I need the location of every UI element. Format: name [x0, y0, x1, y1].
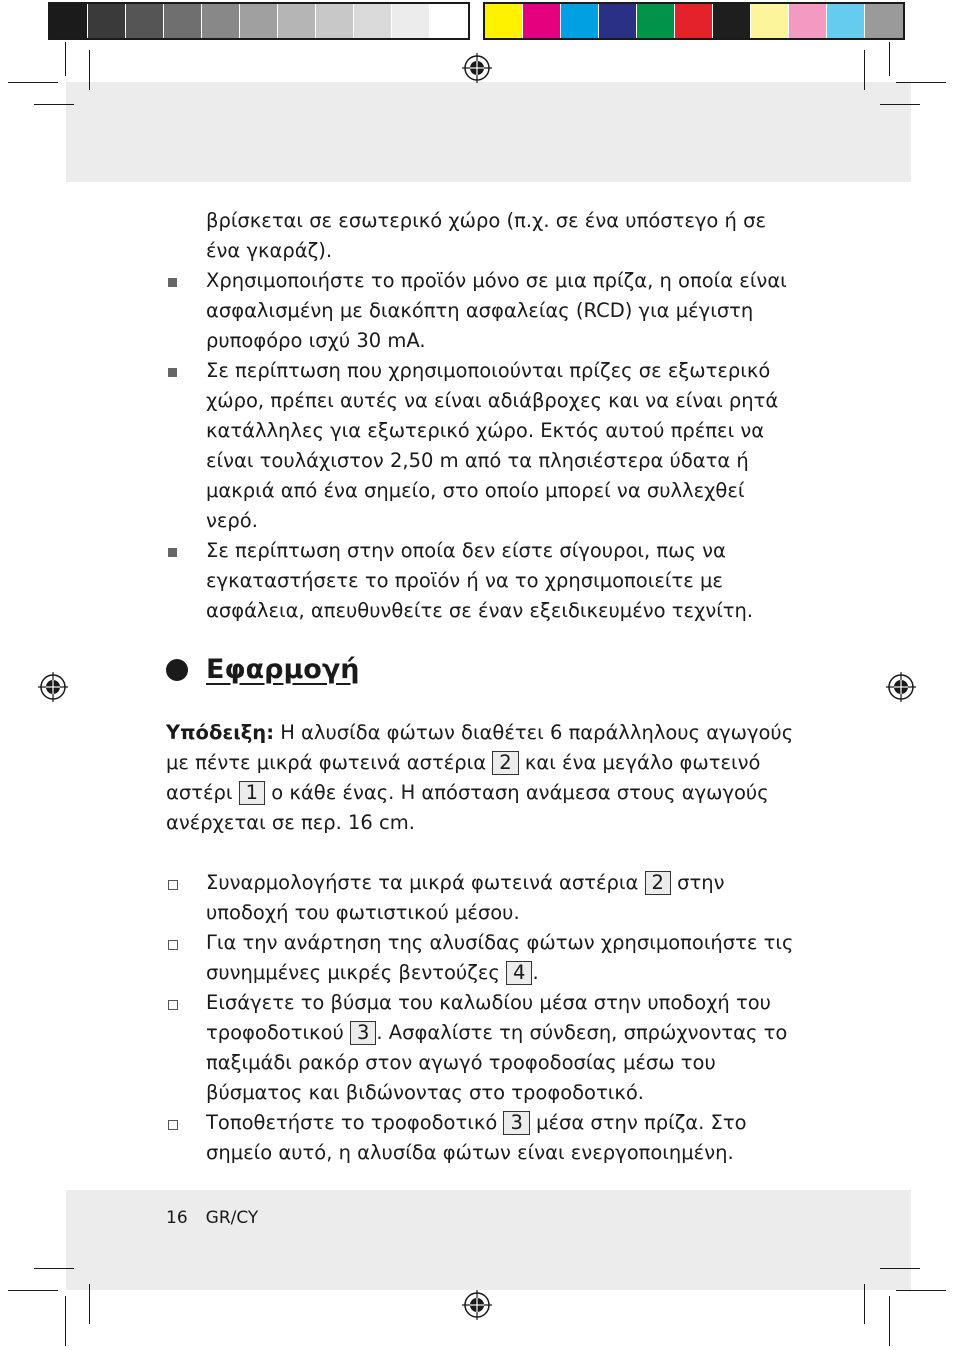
crop-mark — [896, 82, 946, 83]
list-item-text: Σε περίπτωση στην οποία δεν είστε σίγουροι, πως να εγκαταστήσετε το προϊόν ή να το χρησιμοποιείτε με ασφάλεια, απευθυνθείτε σε έναν εξειδικευμένο τεχνίτη. — [206, 539, 754, 622]
color-swatch — [599, 4, 637, 38]
step-checkbox-icon — [168, 1120, 178, 1130]
continuation-text: βρίσκεται σε εσωτερικό χώρο (π.χ. σε ένα υπόστεγο ή σε ένα γκαράζ). — [206, 209, 767, 262]
list-item — [166, 536, 796, 626]
crop-mark — [896, 1290, 946, 1291]
step-text: Για την ανάρτηση της αλυσίδας φώτων χρησιμοποιήστε τις συνημμένες μικρές βεντούζες — [206, 931, 794, 984]
bullet-square-icon — [168, 368, 177, 377]
process-color-bar — [483, 2, 905, 40]
crop-mark — [880, 1268, 920, 1269]
crop-mark — [65, 42, 66, 76]
note-text: ο κάθε ένας. Η απόσταση ανάμεσα στους αγωγούς ανέρχεται σε περ. 16 cm. — [166, 781, 769, 834]
registration-mark-icon — [38, 672, 68, 702]
part-reference-badge: 3 — [350, 1021, 376, 1045]
note-text: και ένα μεγάλο φωτεινό αστέρι — [166, 751, 761, 804]
part-reference-badge: 2 — [492, 751, 518, 775]
section-heading — [166, 650, 359, 690]
list-item-text: Χρησιμοποιήστε το προϊόν μόνο σε μια πρίζα, η οποία είναι ασφαλισμένη με διακόπτη ασφαλείας (RCD) για μέγιστη ρυποφόρο ισχύ 30 mA. — [206, 269, 787, 352]
crop-mark — [889, 1296, 890, 1346]
gray-swatch — [278, 4, 316, 38]
part-reference-badge: 2 — [645, 871, 671, 895]
registration-mark-icon — [886, 672, 916, 702]
step-text: μέσα στην πρίζα. Στο σημείο αυτό, η αλυσίδα φώτων είναι ενεργοποιημένη. — [206, 1111, 747, 1164]
color-swatch — [675, 4, 713, 38]
language-code: GR/CY — [205, 1208, 259, 1228]
list-item — [166, 928, 796, 988]
crop-mark — [8, 1290, 58, 1291]
crop-mark — [864, 1284, 865, 1324]
step-checkbox-icon — [168, 940, 178, 950]
registration-mark-icon — [462, 53, 492, 83]
list-item — [166, 356, 796, 536]
step-text: Εισάγετε το βύσμα του καλωδίου μέσα στην υποδοχή του τροφοδοτικού — [206, 991, 771, 1044]
color-swatch — [561, 4, 599, 38]
color-swatch — [523, 4, 561, 38]
step-text: . — [532, 961, 539, 984]
color-swatch — [865, 4, 903, 38]
registration-mark-icon — [462, 1290, 492, 1320]
page-number: 16 — [166, 1208, 188, 1228]
bullet-square-icon — [168, 548, 177, 557]
gray-swatch — [164, 4, 202, 38]
gray-swatch — [430, 4, 468, 38]
list-item — [166, 1108, 796, 1168]
crop-mark — [89, 1284, 90, 1324]
color-swatch — [713, 4, 751, 38]
color-swatch — [789, 4, 827, 38]
crop-mark — [8, 82, 58, 83]
crop-mark — [65, 1296, 66, 1346]
note-label: Υπόδειξη: — [166, 721, 274, 744]
header-gray-band — [66, 82, 911, 182]
crop-mark — [89, 50, 90, 90]
steps-list — [166, 868, 796, 1168]
gray-swatch — [88, 4, 126, 38]
crop-mark — [864, 50, 865, 90]
section-heading-text: Εφαρμογή — [206, 654, 360, 685]
crop-mark — [880, 104, 920, 105]
note-paragraph — [166, 718, 796, 838]
part-reference-badge: 3 — [503, 1111, 529, 1135]
step-text: Τοποθετήστε το τροφοδοτικό — [206, 1111, 504, 1134]
step-checkbox-icon — [168, 880, 178, 890]
color-swatch — [637, 4, 675, 38]
grayscale-color-bar — [48, 2, 470, 40]
gray-swatch — [202, 4, 240, 38]
safety-text-block — [166, 206, 796, 626]
list-item — [166, 988, 796, 1108]
bullet-square-icon — [168, 278, 177, 287]
step-text: . Ασφαλίστε τη σύνδεση, σπρώχνοντας το παξιμάδι ρακόρ στον αγωγό τροφοδοσίας μέσω του βύσματος και βιδώνοντας στο τροφοδοτικό. — [206, 1021, 788, 1104]
list-item-text: Σε περίπτωση που χρησιμοποιούνται πρίζες σε εξωτερικό χώρο, πρέπει αυτές να είναι αδιάβροχες και να είναι ρητά κατάλληλες για εξωτερικό χώρο. Εκτός αυτού πρέπει να είναι τουλάχιστον 2,50 m από τα πλησιέστερα ύδατα ή μακριά από ένα σημείο, στο οποίο μπορεί να συλλεχθεί νερό. — [206, 359, 779, 532]
part-reference-badge: 1 — [239, 781, 265, 805]
gray-swatch — [354, 4, 392, 38]
gray-swatch — [316, 4, 354, 38]
continuation-paragraph — [166, 206, 796, 266]
color-swatch — [827, 4, 865, 38]
page-footer — [166, 1208, 276, 1228]
step-text: στην υποδοχή του φωτιστικού μέσου. — [206, 871, 725, 924]
gray-swatch — [126, 4, 164, 38]
step-text: Συναρμολογήστε τα μικρά φωτεινά αστέρια — [206, 871, 645, 894]
color-swatch — [485, 4, 523, 38]
gray-swatch — [240, 4, 278, 38]
crop-mark — [34, 104, 74, 105]
part-reference-badge: 4 — [506, 961, 532, 985]
gray-swatch — [50, 4, 88, 38]
crop-mark — [889, 42, 890, 76]
step-checkbox-icon — [168, 1000, 178, 1010]
crop-mark — [34, 1268, 74, 1269]
color-swatch — [751, 4, 789, 38]
heading-bullet-icon — [166, 659, 188, 681]
footer-gray-band — [66, 1190, 911, 1290]
list-item — [166, 266, 796, 356]
note-text: Η αλυσίδα φώτων διαθέτει 6 παράλληλους αγωγούς με πέντε μικρά φωτεινά αστέρια — [166, 721, 794, 774]
gray-swatch — [392, 4, 430, 38]
list-item — [166, 868, 796, 928]
